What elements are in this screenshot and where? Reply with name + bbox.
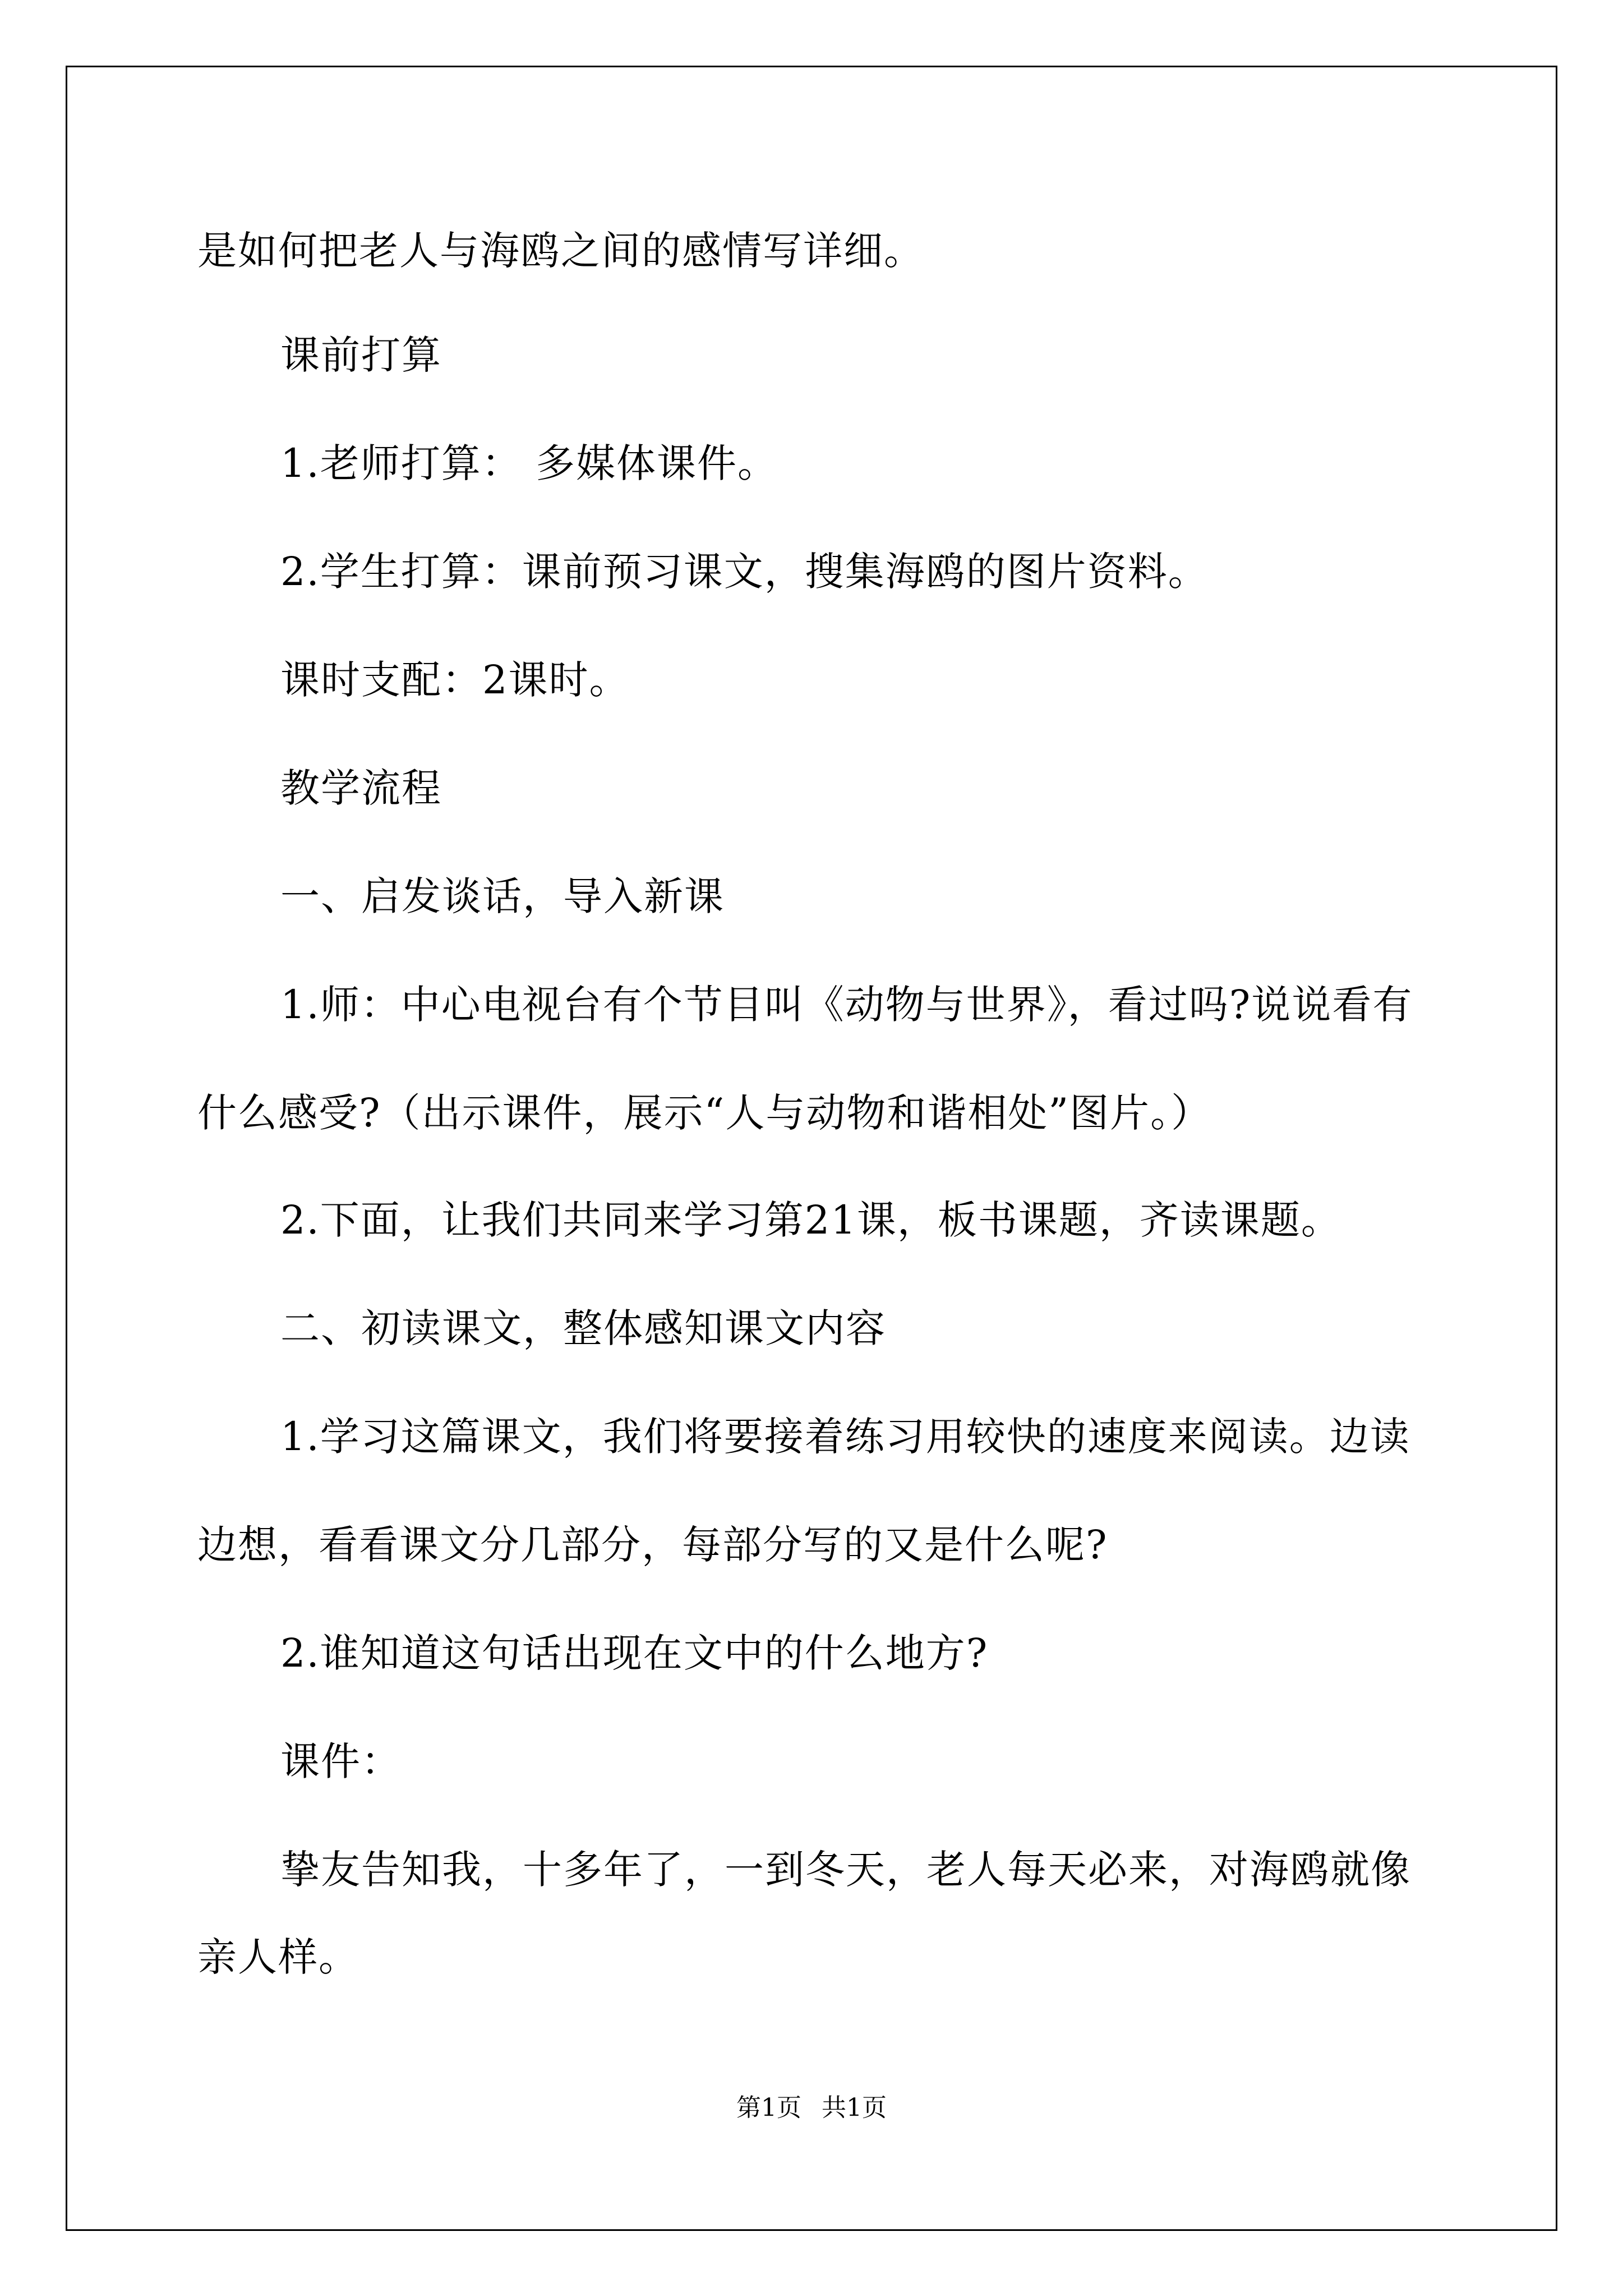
text-line-13: 边想，看看课文分几部分，每部分写的又是什么呢? xyxy=(197,1522,1108,1568)
text-line-7: 一、启发谈话，导入新课 xyxy=(280,873,725,919)
text-line-2: 课前打算 xyxy=(280,332,442,378)
page-number-total: 共1页 xyxy=(822,2093,887,2122)
text-line-4: 2.学生打算：课前预习课文，搜集海鸥的图片资料。 xyxy=(280,549,1209,595)
text-line-5: 课时支配：2课时。 xyxy=(280,657,630,703)
page-border xyxy=(66,66,1557,2231)
page-footer xyxy=(0,2091,1623,2125)
text-line-3: 1.老师打算： 多媒体课件。 xyxy=(280,440,778,486)
text-line-6: 教学流程 xyxy=(280,765,442,811)
text-line-15: 课件： xyxy=(280,1738,402,1784)
text-line-16: 挚友告知我，十多年了，一到冬天，老人每天必来，对海鸥就像 xyxy=(280,1847,1411,1893)
text-line-17: 亲人样。 xyxy=(197,1934,359,1980)
text-line-11: 二、初读课文，整体感知课文内容 xyxy=(280,1305,886,1351)
text-line-8: 1.师：中心电视台有个节目叫《动物与世界》，看过吗?说说看有 xyxy=(280,982,1413,1028)
text-line-1: 是如何把老人与海鸥之间的感情写详细。 xyxy=(197,228,924,274)
text-line-12: 1.学习这篇课文，我们将要接着练习用较快的速度来阅读。边读 xyxy=(280,1414,1410,1460)
page-number-current: 第1页 xyxy=(736,2093,801,2122)
text-line-14: 2.谁知道这句话出现在文中的什么地方? xyxy=(280,1630,989,1676)
text-line-10: 2.下面，让我们共同来学习第21课，板书课题，齐读课题。 xyxy=(280,1197,1341,1243)
text-line-9: 什么感受?（出示课件，展示“人与动物和谐相处”图片。） xyxy=(197,1090,1212,1136)
